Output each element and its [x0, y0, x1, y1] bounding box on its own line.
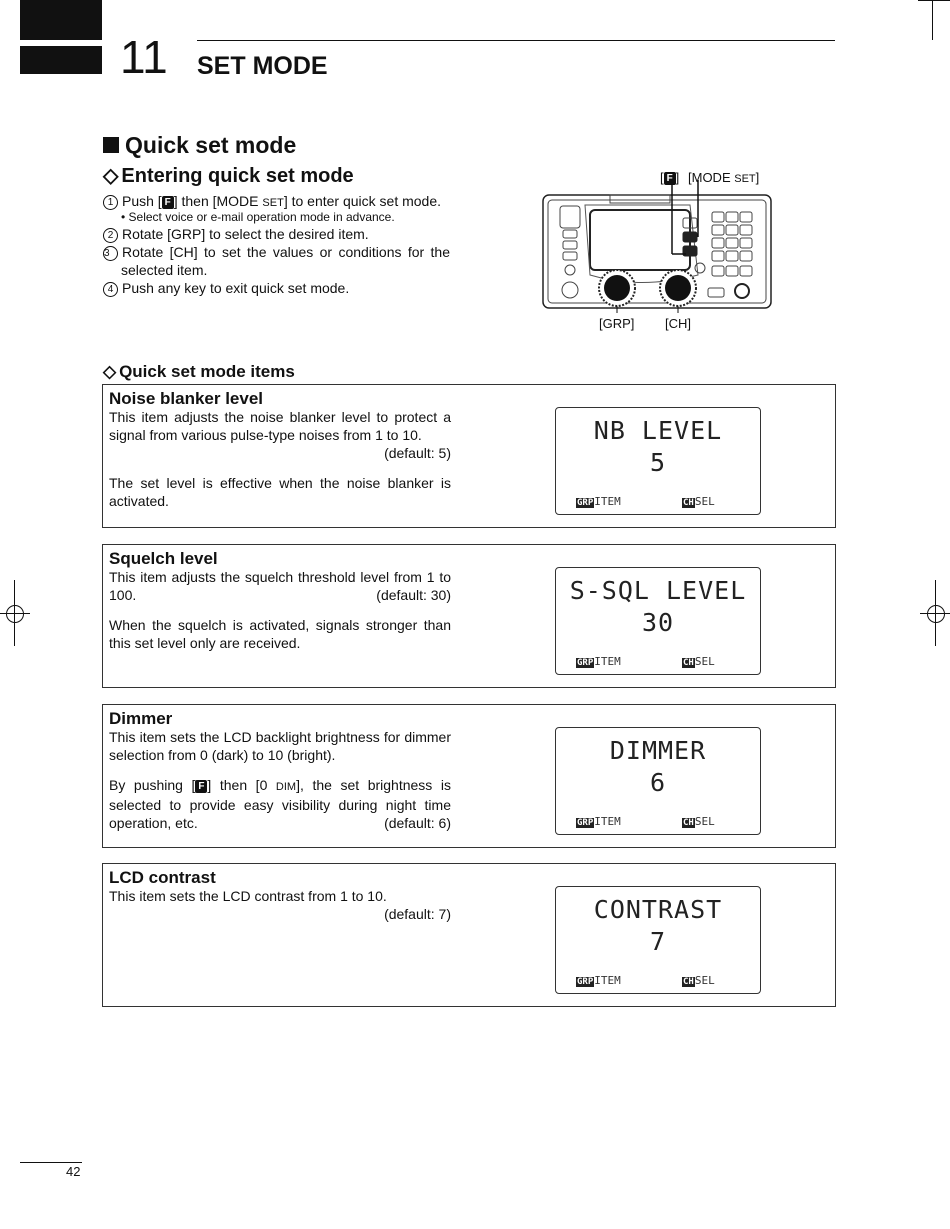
crop-mark [918, 0, 950, 1]
crop-circle [927, 605, 945, 623]
crop-circle [6, 605, 24, 623]
f-key-icon: F [162, 196, 174, 209]
lcd-display: DIMMER 6 GRPITEM CHSEL [555, 727, 761, 835]
step-number: 1 [103, 195, 118, 210]
step-2: 2 Rotate [GRP] to select the desired item. [103, 225, 453, 243]
step-1-note: • Select voice or e-mail operation mode in advance. [121, 210, 395, 224]
header-rule [197, 40, 835, 41]
diamond-icon: ◇ [103, 165, 119, 187]
step-3: 3 Rotate [CH] to set the values or conditions for the selected item. [104, 244, 450, 278]
step-4: 4 Push any key to exit quick set mode. [103, 279, 453, 297]
f-key-label: [ F ] [660, 170, 680, 185]
item-squelch-level: Squelch level This item adjusts the squelch threshold level from 1 to 100. (default: 30) When the squelch is activated, signals stronger than this set level only are received. S-SQL LEVEL 30 GRPITEM CHSEL [102, 544, 836, 688]
lcd-display: S-SQL LEVEL 30 GRPITEM CHSEL [555, 567, 761, 675]
grp-label: [GRP] [599, 316, 635, 331]
item-lcd-contrast: LCD contrast This item sets the LCD contrast from 1 to 10. (default: 7) CONTRAST 7 GRPITEM CHSEL [102, 863, 836, 1007]
lcd-display: CONTRAST 7 GRPITEM CHSEL [555, 886, 761, 994]
items-title: ◇ Quick set mode items [103, 362, 295, 381]
f-key-icon: F [195, 780, 207, 793]
step-1: 1 Push [ F ] then [MODE SET] to enter quick set mode. [103, 192, 453, 212]
radio-front-panel-diagram [540, 180, 775, 315]
mode-set-label: [MODE SET] [688, 170, 760, 185]
lcd-display: NB LEVEL 5 GRPITEM CHSEL [555, 407, 761, 515]
chapter-title: SET MODE [197, 52, 328, 80]
crop-mark [932, 0, 933, 40]
item-dimmer: Dimmer This item sets the LCD backlight brightness for dimmer selection from 0 (dark) to 10 (bright). By pushing [ F ] then [0 DIM], the set brightness is selected to provide easy visibility during night time operation, etc. (default: 6) DIMMER 6 GRPITEM CHSEL [102, 704, 836, 848]
chapter-tab-top [20, 0, 102, 40]
chapter-number: 11 [120, 31, 168, 83]
page-number: 42 [66, 1164, 81, 1179]
chapter-tab-bottom [20, 46, 102, 74]
entering-title: ◇ Entering quick set mode [103, 165, 354, 187]
item-noise-blanker: Noise blanker level This item adjusts the noise blanker level to protect a signal from various pulse-type noises from 1 to 10. (default: 5) The set level is effective when the noise blanker is activated. NB LEVEL 5 GRPITEM CHSEL [102, 384, 836, 528]
diamond-icon: ◇ [103, 362, 117, 381]
ch-label: [CH] [665, 316, 691, 331]
square-bullet-icon [103, 137, 119, 153]
footer-rule [20, 1162, 82, 1163]
section-title: Quick set mode [103, 131, 296, 159]
